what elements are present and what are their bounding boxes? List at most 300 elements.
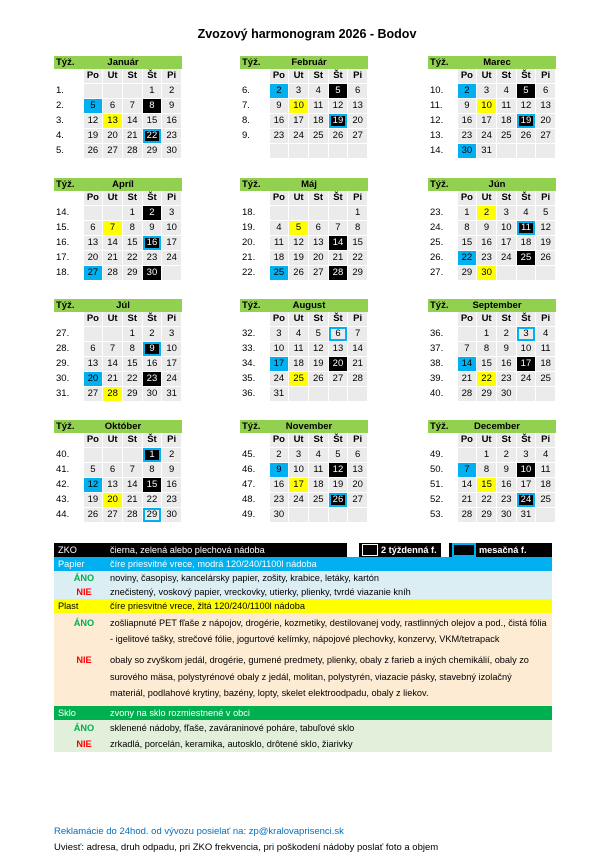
day-cell: 29 bbox=[477, 508, 496, 522]
legend-papier-ano-row bbox=[54, 571, 552, 585]
day-cell: 27 bbox=[329, 372, 348, 386]
day-cell: 15 bbox=[477, 478, 496, 492]
week-number bbox=[54, 191, 84, 205]
day-cell: 1 bbox=[477, 327, 496, 341]
day-cell: 20 bbox=[348, 478, 367, 492]
day-cell: 23 bbox=[458, 129, 477, 143]
day-cell: 21 bbox=[123, 493, 142, 507]
day-cell: 7 bbox=[123, 99, 142, 113]
day-cell: 30 bbox=[458, 144, 477, 158]
week-row bbox=[240, 250, 368, 265]
day-cell: 18 bbox=[309, 478, 328, 492]
month-header bbox=[54, 56, 182, 69]
day-cell: 21 bbox=[329, 251, 348, 265]
week-column-header: Týž. bbox=[56, 57, 75, 68]
month-block bbox=[240, 178, 368, 280]
day-cell: 21 bbox=[123, 129, 142, 143]
day-cell: 3 bbox=[162, 206, 181, 220]
day-cell: 1 bbox=[143, 448, 162, 462]
week-column-header: Týž. bbox=[242, 179, 261, 190]
month-name: Júl bbox=[116, 300, 130, 311]
day-cell: 22 bbox=[143, 129, 162, 143]
day-cell: 16 bbox=[497, 357, 516, 371]
day-cell: 7 bbox=[348, 327, 367, 341]
day-cell: 29 bbox=[477, 387, 496, 401]
week-row bbox=[428, 250, 556, 265]
week-row bbox=[54, 371, 182, 386]
day-header: Ut bbox=[289, 191, 308, 205]
day-cell: 5 bbox=[517, 84, 536, 98]
day-header-row bbox=[240, 191, 368, 205]
day-cell: 20 bbox=[84, 251, 103, 265]
week-row bbox=[240, 462, 368, 477]
day-cell: 3 bbox=[497, 206, 516, 220]
day-cell: 20 bbox=[84, 372, 103, 386]
footer-instructions: Uviesť: adresa, druh odpadu, pri ZKO frekvencia, pri poškodení nádoby poslať foto a objem bbox=[54, 842, 439, 853]
week-number: 37. bbox=[428, 341, 458, 356]
day-cell: 14 bbox=[348, 342, 367, 356]
week-number: 45. bbox=[240, 447, 270, 462]
week-column-header: Týž. bbox=[242, 300, 261, 311]
week-number bbox=[428, 69, 458, 83]
day-cell: 20 bbox=[309, 251, 328, 265]
week-row bbox=[54, 326, 182, 341]
legend-plast-ano-row bbox=[54, 613, 552, 649]
week-row bbox=[54, 205, 182, 220]
day-cell: 5 bbox=[536, 206, 555, 220]
week-row bbox=[54, 250, 182, 265]
day-cell: 18 bbox=[270, 251, 289, 265]
day-cell: 26 bbox=[84, 144, 103, 158]
day-cell: 28 bbox=[103, 387, 122, 401]
day-header: Pi bbox=[536, 312, 555, 326]
month-header bbox=[428, 299, 556, 312]
day-cell: 3 bbox=[289, 84, 308, 98]
day-cell: 19 bbox=[517, 114, 536, 128]
day-cell: 8 bbox=[348, 221, 367, 235]
day-header: Ut bbox=[477, 312, 496, 326]
week-number: 43. bbox=[54, 492, 84, 507]
week-row bbox=[428, 220, 556, 235]
day-cell: 13 bbox=[84, 236, 103, 250]
day-cell: 24 bbox=[477, 129, 496, 143]
week-number: 30. bbox=[54, 371, 84, 386]
day-header: Po bbox=[84, 69, 103, 83]
day-cell bbox=[103, 327, 122, 341]
day-cell: 14 bbox=[123, 114, 142, 128]
week-row bbox=[428, 356, 556, 371]
day-cell: 10 bbox=[270, 342, 289, 356]
day-cell: 4 bbox=[270, 221, 289, 235]
day-cell: 16 bbox=[143, 357, 162, 371]
day-cell: 18 bbox=[536, 357, 555, 371]
week-number: 25. bbox=[428, 235, 458, 250]
week-row bbox=[428, 83, 556, 98]
day-cell: 27 bbox=[103, 508, 122, 522]
day-cell: 22 bbox=[123, 251, 142, 265]
day-cell: 22 bbox=[477, 493, 496, 507]
week-number: 50. bbox=[428, 462, 458, 477]
week-row bbox=[240, 113, 368, 128]
day-cell bbox=[84, 84, 103, 98]
day-cell: 27 bbox=[103, 144, 122, 158]
legend-sklo-text: zvony na sklo rozmiestnené v obci bbox=[110, 707, 250, 718]
day-header: Po bbox=[458, 69, 477, 83]
day-cell: 10 bbox=[517, 342, 536, 356]
day-cell: 9 bbox=[270, 463, 289, 477]
day-cell: 19 bbox=[289, 251, 308, 265]
day-header: Ut bbox=[289, 69, 308, 83]
day-cell bbox=[517, 144, 536, 158]
day-header: Po bbox=[458, 433, 477, 447]
day-cell: 2 bbox=[270, 84, 289, 98]
day-cell: 26 bbox=[84, 508, 103, 522]
day-cell: 14 bbox=[458, 357, 477, 371]
day-cell: 3 bbox=[270, 327, 289, 341]
day-cell: 16 bbox=[162, 478, 181, 492]
day-cell: 24 bbox=[517, 372, 536, 386]
day-header: Ut bbox=[477, 191, 496, 205]
day-cell: 10 bbox=[497, 221, 516, 235]
day-header: Pi bbox=[348, 69, 367, 83]
day-cell: 9 bbox=[143, 342, 162, 356]
day-cell: 13 bbox=[309, 236, 328, 250]
day-cell: 30 bbox=[497, 508, 516, 522]
week-number: 11. bbox=[428, 98, 458, 113]
month-block bbox=[428, 299, 556, 401]
day-cell bbox=[162, 266, 181, 280]
day-cell: 10 bbox=[162, 342, 181, 356]
legend-zko-text: čierna, zelená alebo plechová nádoba bbox=[110, 545, 265, 555]
week-row bbox=[54, 507, 182, 522]
day-cell: 3 bbox=[517, 448, 536, 462]
day-cell: 15 bbox=[348, 236, 367, 250]
day-header: Pi bbox=[536, 433, 555, 447]
day-cell: 5 bbox=[329, 84, 348, 98]
week-row bbox=[240, 235, 368, 250]
day-cell: 16 bbox=[270, 114, 289, 128]
day-cell: 14 bbox=[123, 478, 142, 492]
day-cell: 3 bbox=[162, 327, 181, 341]
day-cell: 4 bbox=[309, 84, 328, 98]
day-cell: 12 bbox=[84, 478, 103, 492]
week-row bbox=[54, 235, 182, 250]
day-cell: 16 bbox=[143, 236, 162, 250]
day-header-row bbox=[428, 69, 556, 83]
week-number bbox=[240, 312, 270, 326]
legend-papier-ano-label: ÁNO bbox=[73, 573, 95, 583]
month-header bbox=[428, 420, 556, 433]
day-cell bbox=[84, 327, 103, 341]
day-cell: 10 bbox=[517, 463, 536, 477]
day-cell: 9 bbox=[477, 221, 496, 235]
month-block bbox=[428, 178, 556, 280]
month-name: August bbox=[292, 300, 326, 311]
day-cell: 26 bbox=[536, 251, 555, 265]
week-number: 14. bbox=[428, 143, 458, 158]
week-row bbox=[240, 341, 368, 356]
day-cell: 29 bbox=[143, 144, 162, 158]
day-header: St bbox=[123, 312, 142, 326]
day-header: Po bbox=[270, 312, 289, 326]
day-cell: 5 bbox=[309, 327, 328, 341]
day-header: Št bbox=[143, 191, 162, 205]
day-cell: 19 bbox=[84, 493, 103, 507]
day-cell: 27 bbox=[536, 129, 555, 143]
week-number: 21. bbox=[240, 250, 270, 265]
day-cell: 13 bbox=[329, 342, 348, 356]
day-cell bbox=[458, 448, 477, 462]
day-cell: 29 bbox=[123, 266, 142, 280]
week-number bbox=[240, 143, 270, 158]
day-cell: 4 bbox=[289, 327, 308, 341]
day-cell: 26 bbox=[517, 129, 536, 143]
day-cell: 31 bbox=[517, 508, 536, 522]
day-cell: 10 bbox=[289, 463, 308, 477]
day-cell: 15 bbox=[143, 114, 162, 128]
day-cell: 6 bbox=[348, 448, 367, 462]
legend-sklo-nie: zrkadlá, porcelán, keramika, autosklo, drôtené sklo, žiarivky bbox=[110, 738, 353, 749]
legend-sklo-nie-label: NIE bbox=[76, 738, 92, 749]
week-row bbox=[54, 356, 182, 371]
day-cell: 19 bbox=[536, 236, 555, 250]
day-cell: 25 bbox=[309, 493, 328, 507]
month-header bbox=[54, 299, 182, 312]
legend-monthly: mesačná f. bbox=[479, 545, 527, 555]
day-cell: 28 bbox=[329, 266, 348, 280]
legend-papier-nie-label: NIE bbox=[76, 587, 92, 597]
day-cell: 23 bbox=[270, 129, 289, 143]
day-cell: 28 bbox=[123, 144, 142, 158]
day-cell: 24 bbox=[289, 129, 308, 143]
month-block bbox=[240, 299, 368, 401]
day-cell: 27 bbox=[84, 387, 103, 401]
day-cell bbox=[497, 266, 516, 280]
day-cell: 19 bbox=[329, 478, 348, 492]
day-cell: 25 bbox=[536, 372, 555, 386]
day-cell: 27 bbox=[309, 266, 328, 280]
month-header bbox=[54, 420, 182, 433]
day-header-row bbox=[54, 191, 182, 205]
day-cell bbox=[103, 206, 122, 220]
day-cell: 16 bbox=[477, 236, 496, 250]
day-cell bbox=[309, 387, 328, 401]
week-row bbox=[240, 220, 368, 235]
day-header: Št bbox=[329, 433, 348, 447]
day-header: Št bbox=[517, 433, 536, 447]
day-header-row bbox=[428, 191, 556, 205]
day-header: Pi bbox=[348, 191, 367, 205]
week-number: 16. bbox=[54, 235, 84, 250]
day-cell: 23 bbox=[497, 372, 516, 386]
month-block bbox=[240, 420, 368, 522]
page-title: Zvozový harmonogram 2026 - Bodov bbox=[197, 27, 417, 41]
month-header bbox=[428, 178, 556, 191]
legend-sklo-row bbox=[54, 706, 552, 720]
day-cell bbox=[348, 144, 367, 158]
week-number: 49. bbox=[240, 507, 270, 522]
month-header bbox=[240, 56, 368, 69]
day-cell: 18 bbox=[517, 236, 536, 250]
day-cell: 30 bbox=[143, 387, 162, 401]
week-number: 24. bbox=[428, 220, 458, 235]
day-cell: 17 bbox=[162, 236, 181, 250]
day-header: Pi bbox=[162, 191, 181, 205]
day-cell: 13 bbox=[348, 463, 367, 477]
day-cell: 1 bbox=[458, 206, 477, 220]
day-cell: 4 bbox=[536, 327, 555, 341]
day-header: Pi bbox=[536, 69, 555, 83]
day-cell: 6 bbox=[103, 99, 122, 113]
month-name: November bbox=[285, 421, 333, 432]
day-cell: 30 bbox=[477, 266, 496, 280]
day-cell: 14 bbox=[329, 236, 348, 250]
legend-sklo-label: Sklo bbox=[58, 707, 76, 718]
week-number: 38. bbox=[428, 356, 458, 371]
day-cell: 22 bbox=[348, 251, 367, 265]
day-cell: 23 bbox=[162, 493, 181, 507]
day-cell: 30 bbox=[270, 508, 289, 522]
day-cell: 25 bbox=[289, 372, 308, 386]
week-row bbox=[54, 128, 182, 143]
day-header: Po bbox=[270, 433, 289, 447]
month-name: Január bbox=[107, 57, 139, 68]
day-header: Št bbox=[517, 69, 536, 83]
week-number: 51. bbox=[428, 477, 458, 492]
day-cell: 9 bbox=[458, 99, 477, 113]
day-cell: 11 bbox=[536, 342, 555, 356]
week-number bbox=[240, 69, 270, 83]
week-row bbox=[428, 128, 556, 143]
day-cell: 14 bbox=[458, 478, 477, 492]
week-row bbox=[54, 220, 182, 235]
legend-papier-nie: znečistený, voskový papier, vreckovky, utierky, plienky, tvrdé viazanie kníh bbox=[110, 587, 411, 597]
legend-plast-text: číre priesvitné vrece, žltá 120/240/1100l nádoba bbox=[110, 601, 305, 611]
month-name: Október bbox=[104, 421, 142, 432]
week-number: 44. bbox=[54, 507, 84, 522]
day-header: Ut bbox=[477, 69, 496, 83]
day-cell: 10 bbox=[289, 99, 308, 113]
week-row bbox=[54, 265, 182, 280]
day-cell: 26 bbox=[289, 266, 308, 280]
day-cell: 8 bbox=[477, 463, 496, 477]
week-number: 34. bbox=[240, 356, 270, 371]
day-cell: 30 bbox=[143, 266, 162, 280]
month-block bbox=[54, 56, 182, 158]
day-cell: 9 bbox=[143, 221, 162, 235]
day-cell: 15 bbox=[123, 357, 142, 371]
day-cell: 21 bbox=[458, 493, 477, 507]
day-cell bbox=[289, 387, 308, 401]
month-header bbox=[54, 178, 182, 191]
day-cell: 2 bbox=[497, 448, 516, 462]
day-header: St bbox=[309, 69, 328, 83]
week-row bbox=[240, 326, 368, 341]
week-column-header: Týž. bbox=[56, 421, 75, 432]
week-row bbox=[54, 143, 182, 158]
week-row bbox=[428, 235, 556, 250]
legend-sklo-ano: sklenené nádoby, fľaše, zaváraninové poháre, tabuľové sklo bbox=[110, 722, 355, 733]
day-cell: 28 bbox=[458, 508, 477, 522]
day-header: Po bbox=[458, 312, 477, 326]
week-row bbox=[428, 492, 556, 507]
day-cell: 19 bbox=[84, 129, 103, 143]
week-number: 4. bbox=[54, 128, 84, 143]
day-cell: 27 bbox=[348, 129, 367, 143]
day-cell: 7 bbox=[103, 221, 122, 235]
day-cell bbox=[289, 206, 308, 220]
day-cell: 12 bbox=[329, 99, 348, 113]
day-cell: 6 bbox=[329, 327, 348, 341]
week-number: 31. bbox=[54, 386, 84, 401]
day-cell: 2 bbox=[143, 206, 162, 220]
day-header: Ut bbox=[103, 69, 122, 83]
day-cell: 15 bbox=[458, 236, 477, 250]
day-header: Po bbox=[458, 191, 477, 205]
day-cell: 3 bbox=[289, 448, 308, 462]
day-cell: 18 bbox=[536, 478, 555, 492]
week-number: 40. bbox=[54, 447, 84, 462]
day-cell bbox=[348, 387, 367, 401]
week-column-header: Týž. bbox=[430, 421, 449, 432]
month-header bbox=[428, 56, 556, 69]
week-number: 19. bbox=[240, 220, 270, 235]
legend-sklo-nie-row bbox=[54, 736, 552, 752]
day-cell: 6 bbox=[536, 84, 555, 98]
day-cell: 11 bbox=[517, 221, 536, 235]
legend-papier-label: Papier bbox=[58, 559, 85, 569]
day-cell: 3 bbox=[477, 84, 496, 98]
day-cell: 7 bbox=[329, 221, 348, 235]
week-number: 36. bbox=[240, 386, 270, 401]
day-cell: 8 bbox=[143, 99, 162, 113]
day-cell: 11 bbox=[497, 99, 516, 113]
day-cell: 9 bbox=[497, 342, 516, 356]
day-cell bbox=[123, 84, 142, 98]
day-cell: 17 bbox=[289, 114, 308, 128]
day-header-row bbox=[54, 312, 182, 326]
day-cell: 17 bbox=[517, 478, 536, 492]
legend-sklo-ano-label: ÁNO bbox=[73, 722, 95, 733]
day-cell: 24 bbox=[270, 372, 289, 386]
day-cell bbox=[309, 508, 328, 522]
day-cell: 20 bbox=[329, 357, 348, 371]
day-cell: 2 bbox=[143, 327, 162, 341]
week-row bbox=[54, 447, 182, 462]
month-name: September bbox=[472, 300, 522, 311]
week-row bbox=[428, 143, 556, 158]
biweekly-swatch-icon bbox=[362, 544, 378, 556]
day-cell: 17 bbox=[270, 357, 289, 371]
day-cell: 5 bbox=[84, 99, 103, 113]
week-number: 14. bbox=[54, 205, 84, 220]
month-name: Marec bbox=[483, 57, 511, 68]
day-cell bbox=[270, 206, 289, 220]
week-number bbox=[428, 191, 458, 205]
month-header bbox=[240, 420, 368, 433]
day-cell: 2 bbox=[162, 84, 181, 98]
day-cell: 20 bbox=[536, 114, 555, 128]
day-cell: 27 bbox=[348, 493, 367, 507]
day-cell bbox=[103, 448, 122, 462]
legend-biweekly: 2 týždenná f. bbox=[381, 545, 437, 555]
day-header: Ut bbox=[103, 433, 122, 447]
week-number: 2. bbox=[54, 98, 84, 113]
week-number: 8. bbox=[240, 113, 270, 128]
day-cell bbox=[84, 448, 103, 462]
day-cell: 9 bbox=[270, 99, 289, 113]
month-header bbox=[240, 178, 368, 191]
